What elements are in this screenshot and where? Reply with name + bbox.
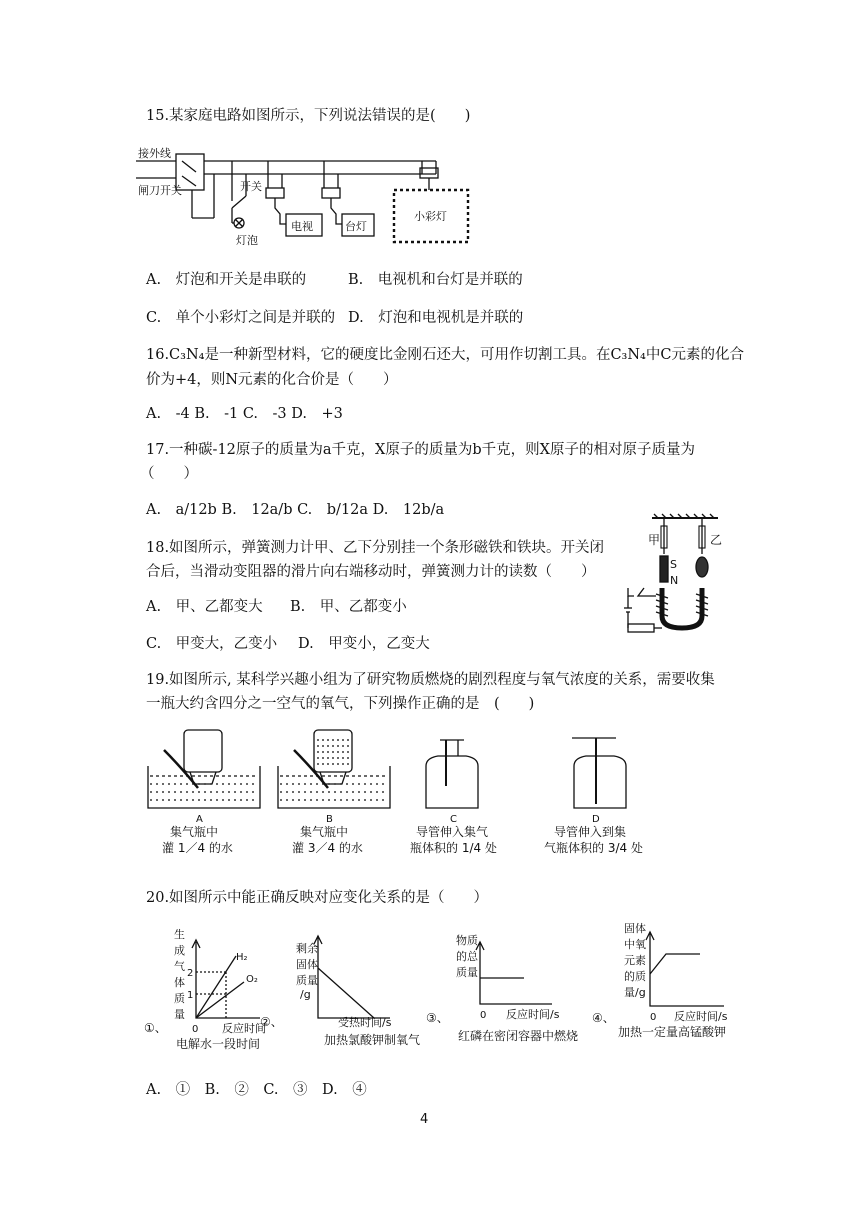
q18-stem-line2: 合后，当滑动变阻器的滑片向右端移动时，弹簧测力计的读数（ ）	[146, 564, 596, 580]
q15-option-a: A. 灯泡和开关是串联的	[146, 272, 307, 288]
g2-caption: 加热氯酸钾制氧气	[324, 1033, 421, 1047]
g1-ylabel-1: 成	[174, 944, 185, 957]
q17-options: A. a/12b B. 12a/b C. b/12a D. 12b/a	[146, 502, 445, 518]
fig-d-caption1: 导管伸入到集	[554, 825, 627, 839]
q15-circuit-diagram	[136, 146, 476, 256]
g1-ylabel-0: 生	[174, 928, 185, 941]
switch-label: 开关	[240, 180, 262, 193]
g2-number: ②、	[260, 1015, 283, 1029]
g1-tick-2: 2	[187, 968, 194, 979]
g1-series-h2: H₂	[236, 952, 248, 963]
q16-stem-line2: 价为+4，则N元素的化合价是（ ）	[146, 372, 398, 388]
g3-ylabel-2: 质量	[456, 966, 478, 979]
q15-option-d: D. 灯泡和电视机是并联的	[348, 310, 524, 326]
g2-ylabel-1: 固体	[296, 958, 318, 971]
g1-ylabel-3: 体	[174, 976, 185, 989]
g4-origin: 0	[650, 1012, 657, 1023]
g4-ylabel-2: 元素	[624, 954, 646, 967]
q19-stem-line2: 一瓶大约含四分之一空气的氧气，下列操作正确的是 ( )	[146, 696, 535, 712]
g1-tick-1: 1	[187, 990, 194, 1001]
fig-c-caption2: 瓶体积的 1/4 处	[410, 841, 497, 855]
fig-a-letter: A	[196, 814, 203, 825]
fig-c-letter: C	[450, 814, 457, 825]
q16-options: A. -4 B. -1 C. -3 D. +3	[146, 406, 343, 422]
knife-switch-label: 闸刀开关	[138, 184, 182, 197]
fig-d-letter: D	[592, 814, 600, 825]
q18-stem-line1: 18.如图所示，弹簧测力计甲、乙下分别挂一个条形磁铁和铁块。开关闭	[146, 540, 605, 556]
fig-b-letter: B	[326, 814, 333, 825]
fig-d-caption2: 气瓶体积的 3/4 处	[544, 841, 643, 855]
q18-option-c: C. 甲变大，乙变小	[146, 636, 278, 652]
g4-xlabel: 反应时间/s	[674, 1010, 728, 1023]
q17-stem-line2: （ ）	[140, 466, 198, 482]
g3-number: ③、	[426, 1011, 449, 1025]
g1-origin: 0	[192, 1024, 199, 1035]
q19-stem-line1: 19.如图所示, 某科学兴趣小组为了研究物质燃烧的剧烈程度与氧气浓度的关系，需要收集	[146, 672, 715, 688]
g4-ylabel-3: 的质	[624, 970, 646, 983]
g4-number: ④、	[592, 1011, 615, 1025]
q17-stem-line1: 17.一种碳-12原子的质量为a千克，X原子的质量为b千克，则X原子的相对原子质量为	[146, 442, 695, 458]
n-pole-label: N	[670, 574, 679, 587]
q20-graphs	[140, 922, 740, 1054]
q18-option-a: A. 甲、乙都变大	[146, 599, 263, 615]
g4-ylabel-4: 量/g	[624, 986, 646, 999]
g4-ylabel-1: 中氧	[624, 938, 646, 951]
page-number: 4	[420, 1112, 429, 1127]
jia-label: 甲	[648, 533, 661, 547]
g3-ylabel-1: 的总	[456, 950, 478, 963]
g1-caption: 电解水一段时间	[176, 1037, 261, 1051]
q18-option-d: D. 甲变小，乙变大	[298, 636, 430, 652]
g1-ylabel-5: 量	[174, 1008, 185, 1021]
g3-caption: 红磷在密闭容器中燃烧	[458, 1029, 579, 1043]
g2-ylabel-3: /g	[300, 988, 311, 1001]
q15-option-c: C. 单个小彩灯之间是并联的	[146, 310, 336, 326]
g2-xlabel: 受热时间/s	[338, 1016, 392, 1029]
q20-options: A. ① B. ② C. ③ D. ④	[146, 1082, 367, 1098]
string-lights-label: 小彩灯	[414, 210, 447, 223]
q15-stem: 15.某家庭电路如图所示，下列说法错误的是( )	[146, 108, 471, 124]
fig-c-caption1: 导管伸入集气	[416, 825, 489, 839]
fig-a-caption2: 灌 1／4 的水	[162, 841, 233, 855]
lamp-label: 台灯	[345, 220, 367, 233]
g1-xlabel: 反应时间	[222, 1022, 266, 1035]
q20-stem: 20.如图所示中能正确反映对应变化关系的是（ ）	[146, 890, 489, 906]
g2-ylabel-0: 剩余	[296, 942, 318, 955]
g3-ylabel-0: 物质	[456, 934, 478, 947]
fig-a-caption1: 集气瓶中	[170, 825, 219, 839]
bulb-label: 灯泡	[236, 234, 258, 247]
g1-ylabel-4: 质	[174, 992, 185, 1005]
fig-b-caption2: 灌 3／4 的水	[292, 841, 363, 855]
g3-origin: 0	[480, 1010, 487, 1021]
g4-caption: 加热一定量高锰酸钾	[618, 1025, 727, 1039]
q15-option-b: B. 电视机和台灯是并联的	[348, 272, 523, 288]
tv-label: 电视	[291, 220, 313, 233]
q16-stem-line1: 16.C₃N₄是一种新型材料，它的硬度比金刚石还大，可用作切割工具。在C₃N₄中C元素的化合	[146, 347, 744, 363]
yi-label: 乙	[710, 533, 723, 547]
g1-series-o2: O₂	[246, 974, 258, 985]
g1-number: ①、	[144, 1021, 167, 1035]
q18-option-b: B. 甲、乙都变小	[290, 599, 407, 615]
g2-ylabel-2: 质量	[296, 974, 318, 987]
g4-ylabel-0: 固体	[624, 922, 646, 935]
q18-electromagnet-diagram	[618, 512, 730, 636]
q19-gas-collection-figures	[140, 726, 660, 858]
g3-xlabel: 反应时间/s	[506, 1008, 560, 1021]
fig-b-caption1: 集气瓶中	[300, 825, 349, 839]
g1-ylabel-2: 气	[174, 960, 185, 973]
s-pole-label: S	[670, 558, 677, 571]
outer-line-label: 接外线	[138, 147, 171, 160]
